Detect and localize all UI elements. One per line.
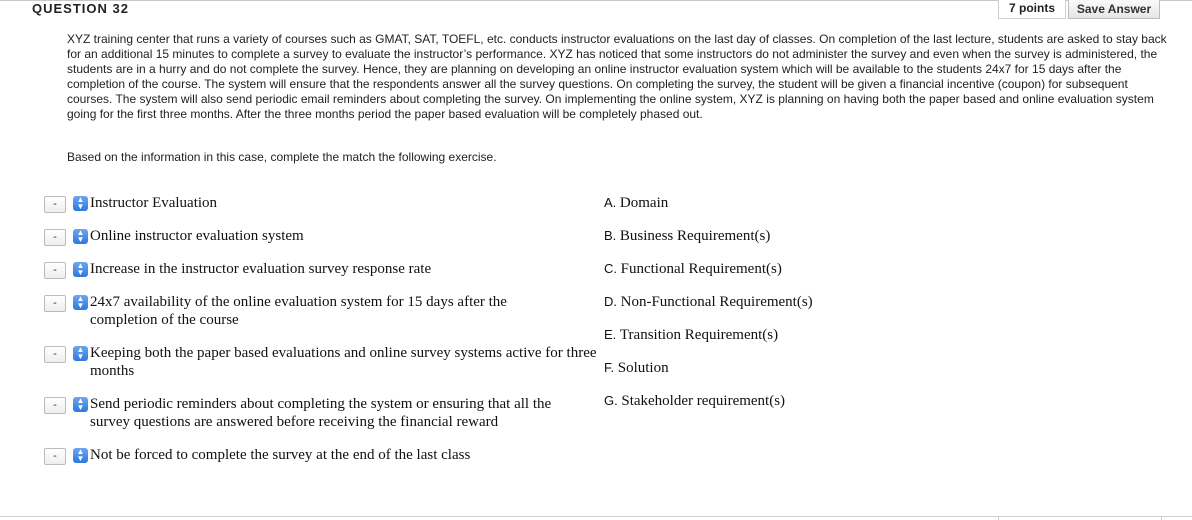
select-stepper-icon[interactable]: ▲ ▼	[73, 397, 88, 412]
match-select[interactable]: -	[44, 295, 66, 312]
match-select[interactable]: -	[44, 397, 66, 414]
answer-letter: F.	[604, 360, 615, 375]
question-title: QUESTION 32	[32, 1, 129, 16]
answer-text: Non-Functional Requirement(s)	[620, 294, 813, 310]
answer-letter: C.	[604, 261, 617, 276]
save-answer-button[interactable]: Save Answer	[1068, 0, 1160, 19]
answer-option	[604, 194, 668, 212]
match-prompt: Instructor Evaluation	[90, 195, 218, 211]
match-prompt: Send periodic reminders about completing the system or ensuring that all the survey questions are answered before receiving the financial reward	[90, 396, 552, 430]
answer-letter: A.	[604, 195, 617, 210]
match-prompt: Increase in the instructor evaluation survey response rate	[90, 261, 432, 277]
case-paragraph: XYZ training center that runs a variety of courses such as GMAT, SAT, TOEFL, etc. conducts instructor evaluations on the last day of classes. On completion of the last lecture, students are asked to stay back for an additional 15 minutes to complete a survey to evaluate the instructor’s performance. XYZ has noticed that some instructors do not administer the survey and even when the survey is administered, the students are in a hurry and do not complete the survey. Hence, they are planning on developing an online instructor evaluation system which will be available to the students 24x7 for 15 days after the completion of the course. The system will ensure that the respondents answer all the survey questions. On completing the survey, the student will be given a financial incentive (coupon) for subsequent courses. The system will also send periodic email reminders about completing the survey. On implementing the online system, XYZ is planning on having both the paper based and online evaluation system going for the first three months. After the three months period the paper based evaluation will be completely phased out.	[67, 32, 1167, 121]
answer-letter: B.	[604, 228, 617, 243]
select-stepper-icon[interactable]: ▲ ▼	[73, 295, 88, 310]
select-stepper-icon[interactable]: ▲ ▼	[73, 262, 88, 277]
match-select[interactable]: -	[44, 262, 66, 279]
match-select[interactable]: -	[44, 346, 66, 363]
match-prompt: 24x7 availability of the online evaluation system for 15 days after the completion of the course	[90, 294, 507, 328]
match-prompt: Online instructor evaluation system	[90, 228, 304, 244]
answer-option	[604, 293, 813, 311]
match-select[interactable]: -	[44, 229, 66, 246]
answer-option	[604, 227, 770, 245]
answer-option	[604, 392, 785, 410]
select-stepper-icon[interactable]: ▲ ▼	[73, 196, 88, 211]
match-select[interactable]: -	[44, 196, 66, 213]
answer-letter: G.	[604, 393, 618, 408]
answer-letter: D.	[604, 294, 617, 309]
answer-text: Solution	[617, 360, 669, 376]
answer-text: Domain	[619, 195, 669, 211]
select-stepper-icon[interactable]: ▲ ▼	[73, 448, 88, 463]
match-prompt: Keeping both the paper based evaluations and online survey systems active for three months	[90, 345, 597, 379]
answer-letter: E.	[604, 327, 617, 342]
answer-text: Transition Requirement(s)	[619, 327, 779, 343]
answer-text: Functional Requirement(s)	[620, 261, 782, 277]
answer-text: Stakeholder requirement(s)	[621, 393, 786, 409]
answer-option	[604, 359, 669, 377]
match-select[interactable]: -	[44, 448, 66, 465]
select-stepper-icon[interactable]: ▲ ▼	[73, 346, 88, 361]
select-stepper-icon[interactable]: ▲ ▼	[73, 229, 88, 244]
answer-text: Business Requirement(s)	[619, 228, 771, 244]
answer-option	[604, 326, 778, 344]
answer-option	[604, 260, 782, 278]
points-label: 7 points	[998, 0, 1066, 19]
instruction-text: Based on the information in this case, complete the match the following exercise.	[67, 150, 497, 164]
bottom-toolbar-edge	[998, 516, 1162, 520]
match-prompt: Not be forced to complete the survey at the end of the last class	[90, 447, 471, 463]
